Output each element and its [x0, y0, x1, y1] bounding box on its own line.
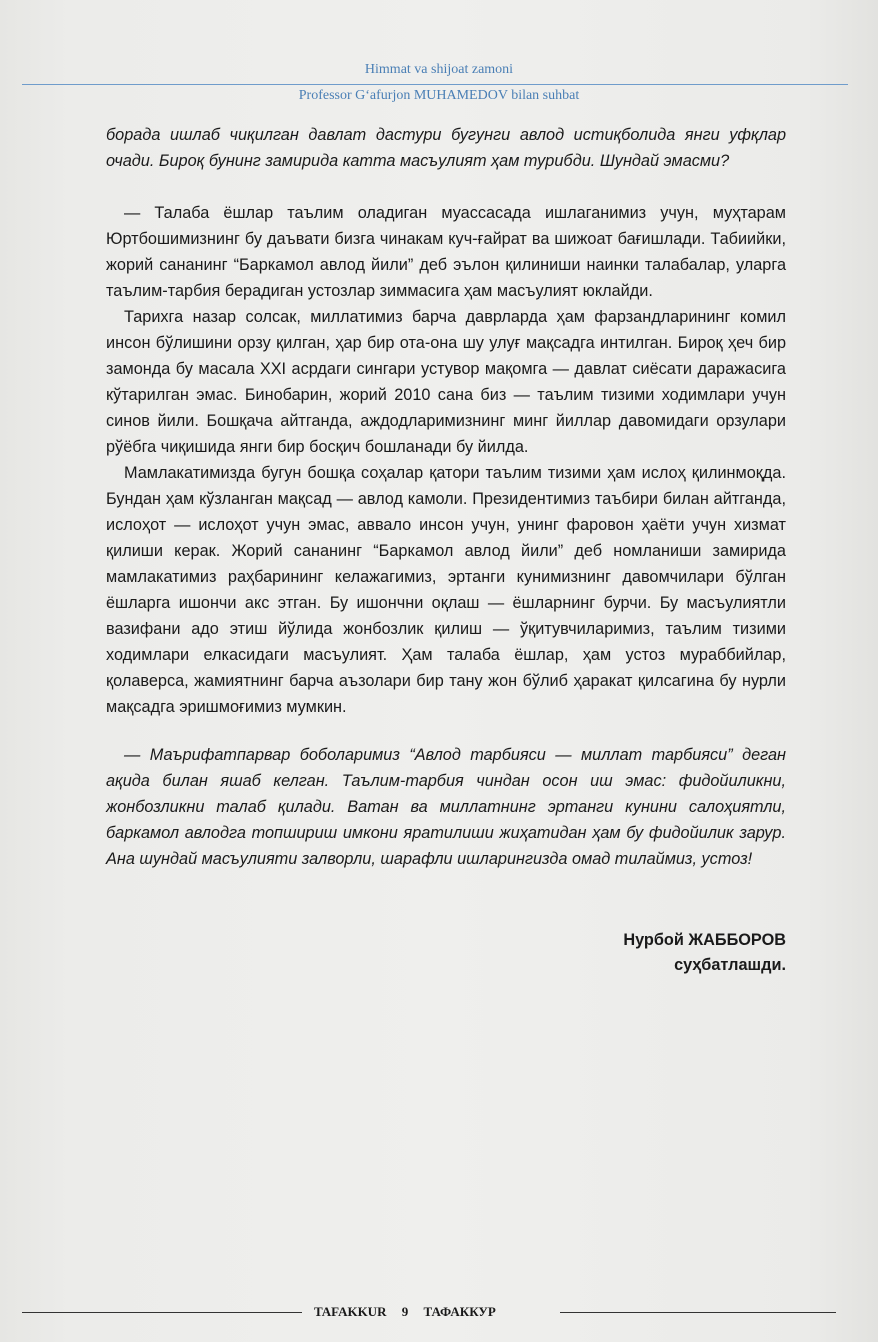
footer-magazine-latin: TAFAKKUR	[314, 1304, 387, 1319]
signature-name: Нурбой ЖАББОРОВ	[623, 931, 786, 949]
interviewer-question-2: — Маърифатпарвар боболаримиз “Авлод тарбияси — миллат тарбияси” деган ақида билан яшаб келган. Таълим-тарбия чиндан осон иш эмас: фидойиликни, жонбозликни талаб қилади. Ватан ва миллатнинг эртанги кунини салоҳиятли, баркамол авлодга топшириш имкони яратилиши жиҳатидан ҳам бу фидойилик зарур. Ана шундай масъулияти залворли, шарафли ишларингизда омад тилаймиз, устоз!	[106, 746, 786, 868]
header-rule	[22, 84, 848, 85]
answer-paragraph-1: — Талаба ёшлар таълим оладиган муассасада ишлаганимиз учун, муҳтарам Юртбошимизнинг бу даъвати бизга чинакам куч-ғайрат ва шижоат бағишлади. Табиийки, жорий сананинг “Баркамол авлод йили” деб эълон қилиниши наинки талабалар, уларга таълим-тарбия берадиган устозлар зиммасига ҳам масъулият юклайди.	[106, 204, 786, 300]
signature-role: суҳбатлашди.	[674, 956, 786, 974]
footer-text	[314, 1304, 508, 1320]
signature-block	[623, 928, 786, 978]
header-subtitle: Professor G‘afurjon MUHAMEDOV bilan suhbat	[298, 88, 580, 103]
answer-paragraph-2: Тарихга назар солсак, миллатимиз барча даврларда ҳам фарзандларининг комил инсон бўлишини орзу қилган, ҳар бир ота-она шу улуғ мақсадга интилган. Бироқ ҳеч бир замонда бу масала XXI асрдаги сингари устувор мақомга — давлат сиёсати даражасига кўтарилган эмас. Бинобарин, жорий 2010 сана биз — таълим тизими ходимлари учун синов йили. Бошқача айтганда, аждодларимизнинг минг йиллар давомидаги орзулари рўёбга чиқишида янги бир босқич бошланади бу йилда.	[106, 308, 786, 456]
article-body	[106, 122, 786, 872]
interviewer-question-1: борада ишлаб чиқилган давлат дастури бугунги авлод истиқболида янги уфқлар очади. Бироқ бунинг замирида катта масъулият ҳам турибди. Шундай эмасми?	[106, 126, 786, 170]
footer-rule-right	[560, 1312, 836, 1313]
answer-paragraph-3: Мамлакатимизда бугун бошқа соҳалар қатори таълим тизими ҳам ислоҳ қилинмоқда. Бундан ҳам кўзланган мақсад — авлод камоли. Президентимиз таъбири билан айтганда, ислоҳот — ислоҳот учун эмас, аввало инсон учун, унинг фаровон ҳаёти учун хизмат қилиши керак. Жорий сананинг “Баркамол авлод йили” деб номланиши замирида мамлакатимиз раҳбарининг келажагимиз, эртанги кунимизнинг давомчилари бўлган ёшларга ишончи акс этган. Бу ишончни оқлаш — ёшларнинг бурчи. Бу масъулиятли вазифани адо этиш йўлида жонбозлик қилиш — ўқитувчиларимиз, таълим тизими ходимлари елкасидаги масъулият. Ҳам талаба ёшлар, ҳам устоз мураббийлар, қолаверса, жамиятнинг барча аъзолари бир тану жон бўлиб ҳаракат қилсагина бу нурли мақсадга эришмоғимиз мумкин.	[106, 464, 786, 716]
header-title: Himmat va shijoat zamoni	[364, 62, 514, 77]
page-footer	[0, 1302, 878, 1332]
footer-magazine-cyrillic: ТАФАККУР	[423, 1304, 496, 1319]
page-number: 9	[401, 1304, 409, 1319]
footer-rule-left	[22, 1312, 302, 1313]
